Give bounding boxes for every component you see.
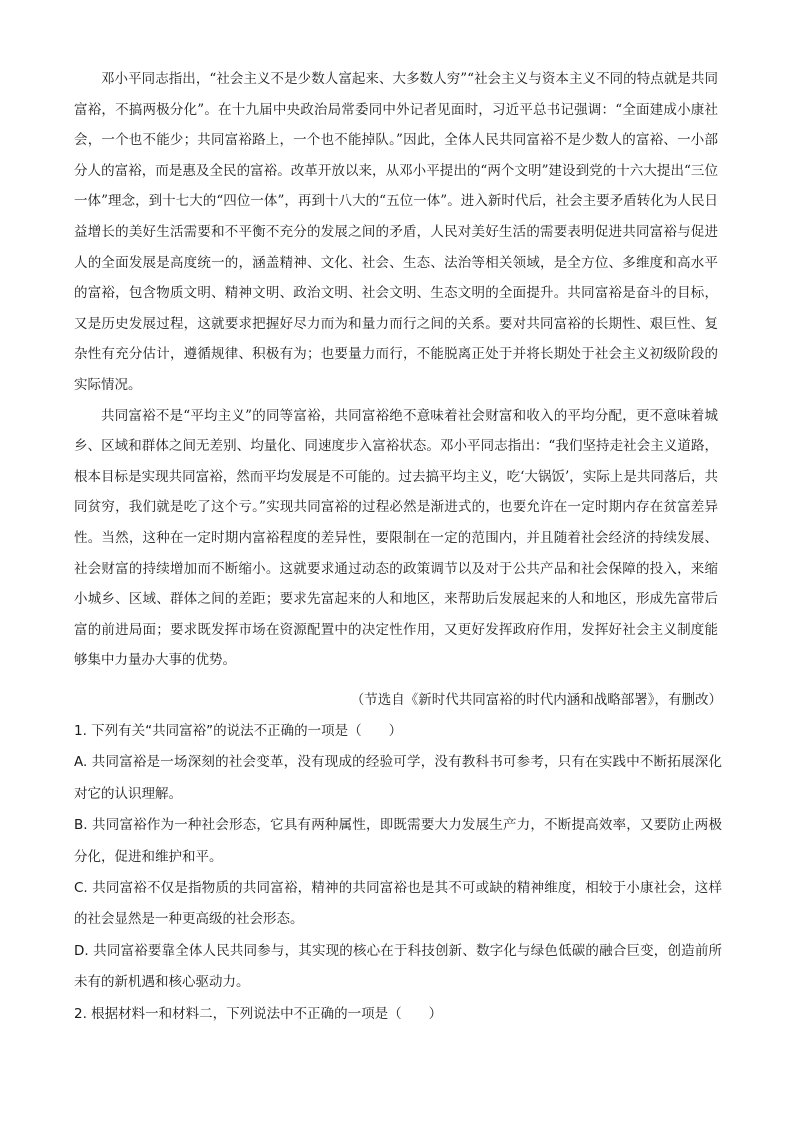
reading-passage	[74, 64, 718, 676]
question-1-option-c: C. 共同富裕不仅是指物质的共同富裕，精神的共同富裕也是其不可或缺的精神维度，相较于小康社会，这样的社会显然是一种更高级的社会形态。	[74, 880, 722, 928]
passage-paragraph-1: 邓小平同志指出，“社会主义不是少数人富起来、大多数人穷”“社会主义与资本主义不同的特点就是共同富裕，不搞两极分化”。在十九届中央政治局常委同中外记者见面时，习近平总书记强调：“全面建成小康社会，一个也不能少；共同富裕路上，一个也不能掉队。”因此，全体人民共同富裕不是少数人的富裕、一小部分人的富裕，而是惠及全民的富裕。改革开放以来，从邓小平提出的“两个文明”建设到党的十六大提出“三位一体”理念，到十七大的“四位一体”，再到十八大的“五位一体”。进入新时代后，社会主要矛盾转化为人民日益增长的美好生活需要和不平衡不充分的发展之间的矛盾，人民对美好生活的需要表明促进共同富裕与促进人的全面发展是高度统一的，涵盖精神、文化、社会、生态、法治等相关领域，是全方位、多维度和高水平的富裕，包含物质文明、精神文明、政治文明、社会文明、生态文明的全面提升。共同富裕是奋斗的目标，又是历史发展过程，这就要求把握好尽力而为和量力而行之间的关系。要对共同富裕的长期性、艰巨性、复杂性有充分估计，遵循规律、积极有为；也要量力而行，不能脱离正处于并将长期处于社会主义初级阶段的实际情况。	[74, 71, 718, 393]
question-1-option-b: B. 共同富裕作为一种社会形态，它具有两种属性，即既需要大力发展生产力，不断提高效率，又要防止两极分化，促进和维护和平。	[74, 817, 722, 865]
question-list	[74, 716, 722, 1030]
question-1-stem: 1. 下列有关“共同富裕”的说法不正确的一项是（ ）	[74, 723, 403, 739]
passage-paragraph-2: 共同富裕不是“平均主义”的同等富裕，共同富裕绝不意味着社会财富和收入的平均分配，更不意味着城乡、区域和群体之间无差别、均量化、同速度步入富裕状态。邓小平同志指出：“我们坚持走社会主义道路，根本目标是实现共同富裕，然而平均发展是不可能的。过去搞平均主义，吃‘大锅饭’，实际上是共同落后，共同贫穷，我们就是吃了这个亏。”实现共同富裕的过程必然是渐进式的，也要允许在一定时期内存在贫富差异性。当然，这种在一定时期内富裕程度的差异性，要限制在一定的范围内，并且随着社会经济的持续发展、社会财富的持续增加而不断缩小。这就要求通过动态的政策调节以及对于公共产品和社会保障的投入，来缩小城乡、区域、群体之间的差距；要求先富起来的人和地区，来帮助后发展起来的人和地区，形成先富带后富的前进局面；要求既发挥市场在资源配置中的决定性作用，又更好发挥政府作用，发挥好社会主义制度能够集中力量办大事的优势。	[74, 407, 718, 669]
question-2-stem: 2. 根据材料一和材料二，下列说法中不正确的一项是（ ）	[74, 1005, 443, 1022]
question-1-option-a: A. 共同富裕是一场深刻的社会变革，没有现成的经验可学，没有教科书可参考，只有在实践中不断拓展深化对它的认识理解。	[74, 754, 722, 802]
passage-source: （节选自《新时代共同富裕的时代内涵和战略部署》，有删改）	[350, 692, 722, 708]
question-1-option-d: D. 共同富裕要靠全体人民共同参与，其实现的核心在于科技创新、数字化与绿色低碳的融合巨变，创造前所未有的新机遇和核心驱动力。	[74, 942, 722, 991]
